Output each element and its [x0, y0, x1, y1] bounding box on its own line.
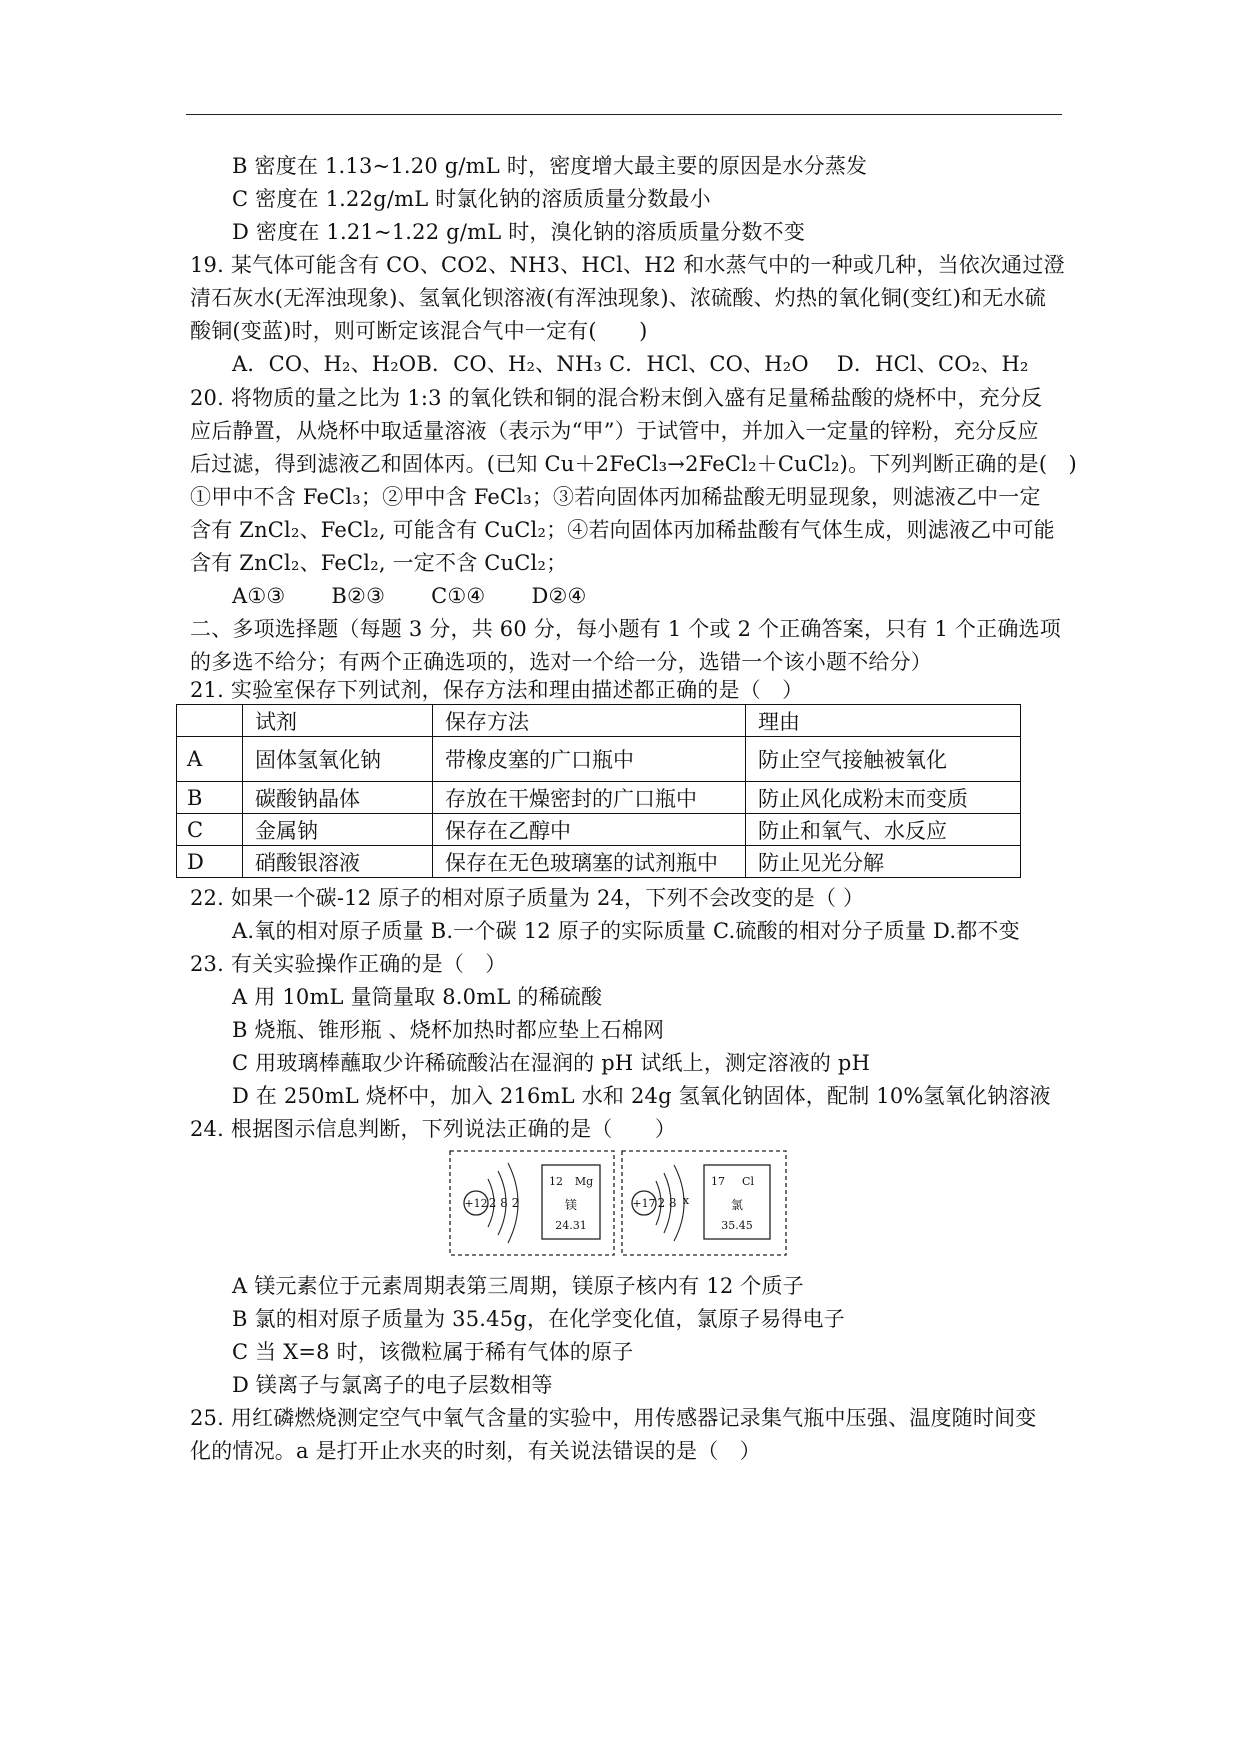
- table-header-cell: 保存方法: [433, 705, 746, 737]
- table-cell: 防止空气接触被氧化: [746, 737, 1021, 782]
- table-cell: D: [177, 846, 243, 878]
- q23-option-d: D 在 250mL 烧杯中，加入 216mL 水和 24g 氢氧化钠固体，配制 10%氢氧化钠溶液: [232, 1084, 1051, 1108]
- table-header-cell: 理由: [746, 705, 1021, 737]
- header-rule: [186, 114, 1062, 115]
- q23-stem: 23. 有关实验操作正确的是（ ）: [190, 952, 507, 976]
- q20-option-d: D②④: [531, 584, 587, 608]
- table-header-cell: [177, 705, 243, 737]
- cl-electron-shells: 2 8: [657, 1196, 677, 1210]
- q20-option-b: B②③: [331, 584, 386, 608]
- table-cell: 防止风化成粉末而变质: [746, 782, 1021, 814]
- cl-outer-shell-x: x: [682, 1194, 690, 1207]
- table-cell: A: [177, 737, 243, 782]
- q23-option-a: A 用 10mL 量筒量取 8.0mL 的稀硫酸: [232, 985, 603, 1009]
- q18-option-c: C 密度在 1.22g/mL 时氯化钠的溶质质量分数最小: [232, 187, 711, 211]
- q22-stem: 22. 如果一个碳-12 原子的相对原子质量为 24，下列不会改变的是（ ）: [190, 886, 865, 910]
- section2-heading-line-1: 二、多项选择题（每题 3 分，共 60 分，每小题有 1 个或 2 个正确答案，只有 1 个正确选项: [190, 617, 1061, 641]
- table-cell: B: [177, 782, 243, 814]
- q20-stem-line-1: 20. 将物质的量之比为 1:3 的氧化铁和铜的混合粉末倒入盛有足量稀盐酸的烧杯中，充分反: [190, 386, 1043, 410]
- table-cell: 防止见光分解: [746, 846, 1021, 878]
- q24-option-c: C 当 X=8 时，该微粒属于稀有气体的原子: [232, 1340, 634, 1364]
- q23-option-c: C 用玻璃棒蘸取少许稀硫酸沾在湿润的 pH 试纸上，测定溶液的 pH: [232, 1051, 871, 1075]
- q23-option-b: B 烧瓶、锥形瓶 、烧杯加热时都应垫上石棉网: [232, 1018, 665, 1042]
- table-cell: 防止和氧气、水反应: [746, 814, 1021, 846]
- table-cell: 保存在乙醇中: [433, 814, 746, 846]
- q22-options: A.氧的相对原子质量 B.一个碳 12 原子的实际质量 C.硫酸的相对分子质量 D.都不变: [232, 919, 1020, 943]
- q24-option-b: B 氯的相对原子质量为 35.45g，在化学变化值，氯原子易得电子: [232, 1307, 845, 1331]
- cl-atomic-number: 17: [711, 1175, 725, 1188]
- q19-stem-line-3: 酸铜(变蓝)时，则可断定该混合气中一定有( ): [190, 319, 648, 343]
- q20-stem-line-3: 后过滤，得到滤液乙和固体丙。(已知 Cu＋2FeCl₃→2FeCl₂＋CuCl₂)。下列判断正确的是( ): [190, 452, 1077, 476]
- section2-heading-line-2: 的多选不给分；有两个正确选项的，选对一个给一分，选错一个该小题不给分）: [190, 650, 932, 674]
- mg-nucleus-charge: +12: [464, 1197, 488, 1210]
- table-cell: 保存在无色玻璃塞的试剂瓶中: [433, 846, 746, 878]
- cl-symbol: Cl: [742, 1175, 754, 1188]
- cl-name: 氯: [730, 1198, 744, 1212]
- q20-stem-line-4: ①甲中不含 FeCl₃；②甲中含 FeCl₃；③若向固体丙加稀盐酸无明显现象，则滤液乙中一定: [190, 485, 1041, 509]
- q18-option-b: B 密度在 1.13~1.20 g/mL 时，密度增大最主要的原因是水分蒸发: [232, 154, 868, 178]
- cl-nucleus-charge: +17: [632, 1197, 656, 1210]
- q20-stem-line-6: 含有 ZnCl₂、FeCl₂, 一定不含 CuCl₂；: [190, 551, 568, 575]
- q19-stem-line-1: 19. 某气体可能含有 CO、CO2、NH3、HCl、H2 和水蒸气中的一种或几种，当依次通过澄: [190, 253, 1065, 277]
- q20-options: [232, 582, 587, 610]
- table-row: [177, 737, 1021, 782]
- table-cell: 带橡皮塞的广口瓶中: [433, 737, 746, 782]
- mg-atomic-number: 12: [549, 1175, 563, 1188]
- table-row: [177, 846, 1021, 878]
- mg-panel: [450, 1151, 614, 1255]
- q19-stem-line-2: 清石灰水(无浑浊现象)、氢氧化钡溶液(有浑浊现象)、浓硫酸、灼热的氧化铜(变红)和无水硫: [190, 286, 1046, 310]
- reagent-table: [176, 704, 1021, 878]
- mg-atomic-mass: 24.31: [555, 1219, 587, 1232]
- q20-stem-line-2: 应后静置，从烧杯中取适量溶液（表示为“甲”）于试管中，并加入一定量的锌粉，充分反应: [190, 419, 1039, 443]
- q18-option-d: D 密度在 1.21~1.22 g/mL 时，溴化钠的溶质质量分数不变: [232, 220, 806, 244]
- table-row: [177, 782, 1021, 814]
- mg-electron-shells: 2 8 2: [488, 1196, 520, 1210]
- q24-stem: 24. 根据图示信息判断，下列说法正确的是（ ）: [190, 1117, 677, 1141]
- q20-option-c: C①④: [431, 584, 486, 608]
- cl-atomic-mass: 35.45: [721, 1219, 753, 1232]
- cl-panel: [622, 1151, 786, 1255]
- table-cell: 固体氢氧化钠: [243, 737, 433, 782]
- q20-stem-line-5: 含有 ZnCl₂、FeCl₂, 可能含有 CuCl₂；④若向固体丙加稀盐酸有气体生成，则滤液乙中可能: [190, 518, 1055, 542]
- table-cell: 存放在干燥密封的广口瓶中: [433, 782, 746, 814]
- atomic-structure-diagram: [448, 1149, 788, 1257]
- table-header-row: [177, 705, 1021, 737]
- q20-option-a: A①③: [232, 584, 286, 608]
- q25-stem-line-1: 25. 用红磷燃烧测定空气中氧气含量的实验中，用传感器记录集气瓶中压强、温度随时间变: [190, 1406, 1037, 1430]
- mg-name: 镁: [564, 1198, 578, 1212]
- q25-stem-line-2: 化的情况。a 是打开止水夹的时刻，有关说法错误的是（ ）: [190, 1439, 761, 1463]
- table-header-cell: 试剂: [243, 705, 433, 737]
- table-row: [177, 814, 1021, 846]
- q24-option-a: A 镁元素位于元素周期表第三周期，镁原子核内有 12 个质子: [232, 1274, 804, 1298]
- q21-stem: 21. 实验室保存下列试剂，保存方法和理由描述都正确的是（ ）: [190, 678, 804, 702]
- q24-option-d: D 镁离子与氯离子的电子层数相等: [232, 1373, 553, 1397]
- table-cell: 金属钠: [243, 814, 433, 846]
- q19-options: A．CO、H₂、H₂OB．CO、H₂、NH₃ C．HCl、CO、H₂O D．HCl、CO₂、H₂: [232, 352, 1029, 376]
- table-cell: C: [177, 814, 243, 846]
- table-cell: 碳酸钠晶体: [243, 782, 433, 814]
- mg-symbol: Mg: [574, 1175, 594, 1188]
- table-cell: 硝酸银溶液: [243, 846, 433, 878]
